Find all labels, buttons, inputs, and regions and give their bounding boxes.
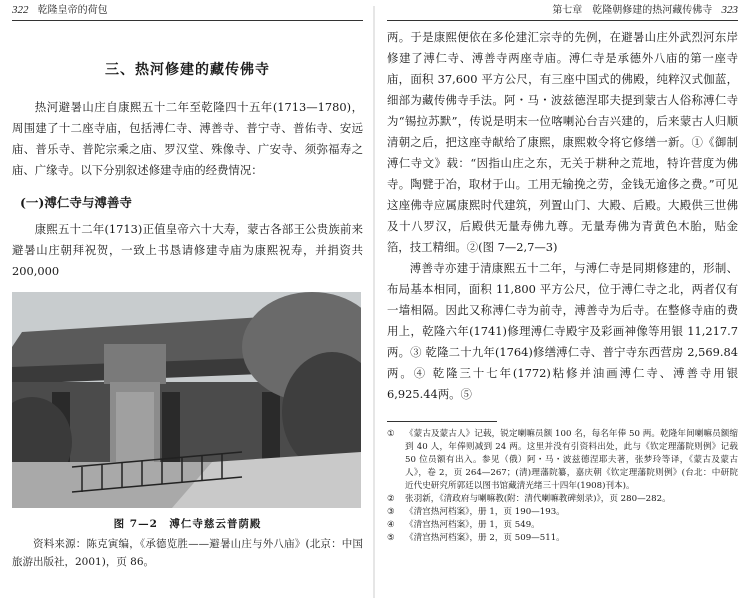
section-title: 三、热河修建的藏传佛寺 — [105, 62, 270, 78]
footnote-mark: ⑤ — [387, 533, 395, 543]
footnote-rule — [387, 421, 497, 422]
sub-paragraph: 康熙五十二年(1713)正值皇帝六十大寿，蒙古各部王公贵族前来避暑山庄朝拜祝贺，一致上书恳请修建寺庙为康熙祝寿，并捐资共 200,000 — [12, 222, 363, 278]
footnote-text: 《清宫热河档案》，册 1，页 190—193。 — [405, 507, 565, 517]
subsection-title: (一)溥仁寺与溥善寺 — [20, 195, 132, 210]
left-page-number: 322 — [12, 3, 29, 16]
footnote — [387, 493, 738, 506]
temple-photo-illustration — [12, 292, 361, 508]
right-running-head — [387, 0, 738, 21]
footnote — [387, 532, 738, 545]
right-running-title: 第七章 乾隆朝修建的热河藏传佛寺 — [552, 4, 713, 16]
footnote — [387, 519, 738, 532]
footnote-mark: ② — [387, 494, 395, 504]
footnote-text: 《蒙古及蒙古人》记载，锐定喇嘛员额 100 名，每名年俸 50 两。乾隆年间喇嘛员额缩到 40 人，年俸则减到 24 两。这里并没有引资料出处，此与《钦定理藩院则例》记载 50 位员额有出入。参见（俄）阿・马・波兹德涅耶夫著，张梦玲等译，《蒙古及蒙古人》，卷 2，页 264—267；(清)理藩院纂，嘉庆朝《钦定理藩院则例》(台北：中研院近代史研究所郭廷以图书馆藏清光绪三十四年(1908)刊本)。 — [405, 429, 738, 491]
footnote — [387, 428, 738, 493]
footnote-text: 《清宫热河档案》，册 1，页 549。 — [405, 520, 540, 530]
footnotes — [387, 428, 738, 545]
body-paragraph-2: 溥善寺亦建于清康熙五十二年，与溥仁寺是同期修建的，形制、布局基本相同，面积 11,800 平方公尺，位于溥仁寺之北，两者仅有一墙相隔。因此又称溥仁寺为前寺，溥善寺为后寺。在整修寺庙的费用上，乾隆六年(1741)修理溥仁寺殿宇及彩画神像等用银 11,217.7 两。③ 乾隆二十九年(1764)修缮溥仁寺、普宁寺东西营房 2,569.84 两。④ 乾隆三十七年(1772)粘修并油画溥仁寺、溥善寺用银 6,925.44两。⑤ — [387, 261, 738, 401]
footnote-mark: ① — [387, 429, 395, 439]
left-running-title: 乾隆皇帝的荷包 — [37, 4, 108, 16]
footnote-mark: ④ — [387, 520, 395, 530]
body-paragraph-1: 两。于是康熙便依在多伦建汇宗寺的先例，在避暑山庄外武烈河东岸修建了溥仁寺、溥善寺两座寺庙。溥仁寺是承德外八庙的第一座寺庙，面积 37,600 平方公尺，有三座中国式的佛殿，纯粹汉式伽蓝，细部为藏传佛寺手法。阿・马・波兹德涅耶夫提到蒙古人俗称溥仁寺为“锡拉苏默”，传说是明末一位喀喇沁台吉兴建的，后来蒙古人归顺清朝之后，把这座寺献给了康熙，康熙敕令将它修缮一新。①《御制溥仁寺文》载：“因指山庄之东，无关于耕种之荒地，特许营度为佛寺。陶甓于冶，取材于山。工用无输挽之劳，金钱无逾侈之费。”可见这座佛寺应属康熙时代建筑，列置山门、大殿、后殿。大殿供三世佛及十八罗汉，后殿供无量寿佛九尊。无量寿佛为青黄色木胎，贴金箔，技工精细。②(图 7—2,7—3) — [387, 30, 738, 254]
footnote-mark: ③ — [387, 507, 395, 517]
right-page-number: 323 — [721, 3, 738, 16]
temple-photo — [12, 292, 361, 508]
footnote — [387, 506, 738, 519]
footnote-text: 张羽新，《清政府与喇嘛教(附：清代喇嘛教碑刻录)》，页 280—282。 — [405, 494, 671, 504]
left-running-head — [12, 0, 363, 21]
figure-source: 资料来源：陈克寅编，《承德览胜——避暑山庄与外八庙》(北京：中国旅游出版社，2001)，页 86。 — [12, 538, 363, 568]
figure-caption: 图 7—2 溥仁寺慈云普荫殿 — [113, 518, 262, 530]
footnote-text: 《清宫热河档案》，册 2，页 509—511。 — [405, 533, 565, 543]
right-page — [375, 0, 750, 603]
intro-paragraph: 热河避暑山庄自康熙五十二年至乾隆四十五年(1713—1780)，周围建了十二座寺庙，包括溥仁寺、溥善寺、普宁寺、普佑寺、安远庙、普乐寺、普陀宗乘之庙、罗汉堂、殊像寺、广安寺、须弥福寿之庙、广缘寺。以下分别叙述修建寺庙的经费情况： — [12, 100, 363, 177]
